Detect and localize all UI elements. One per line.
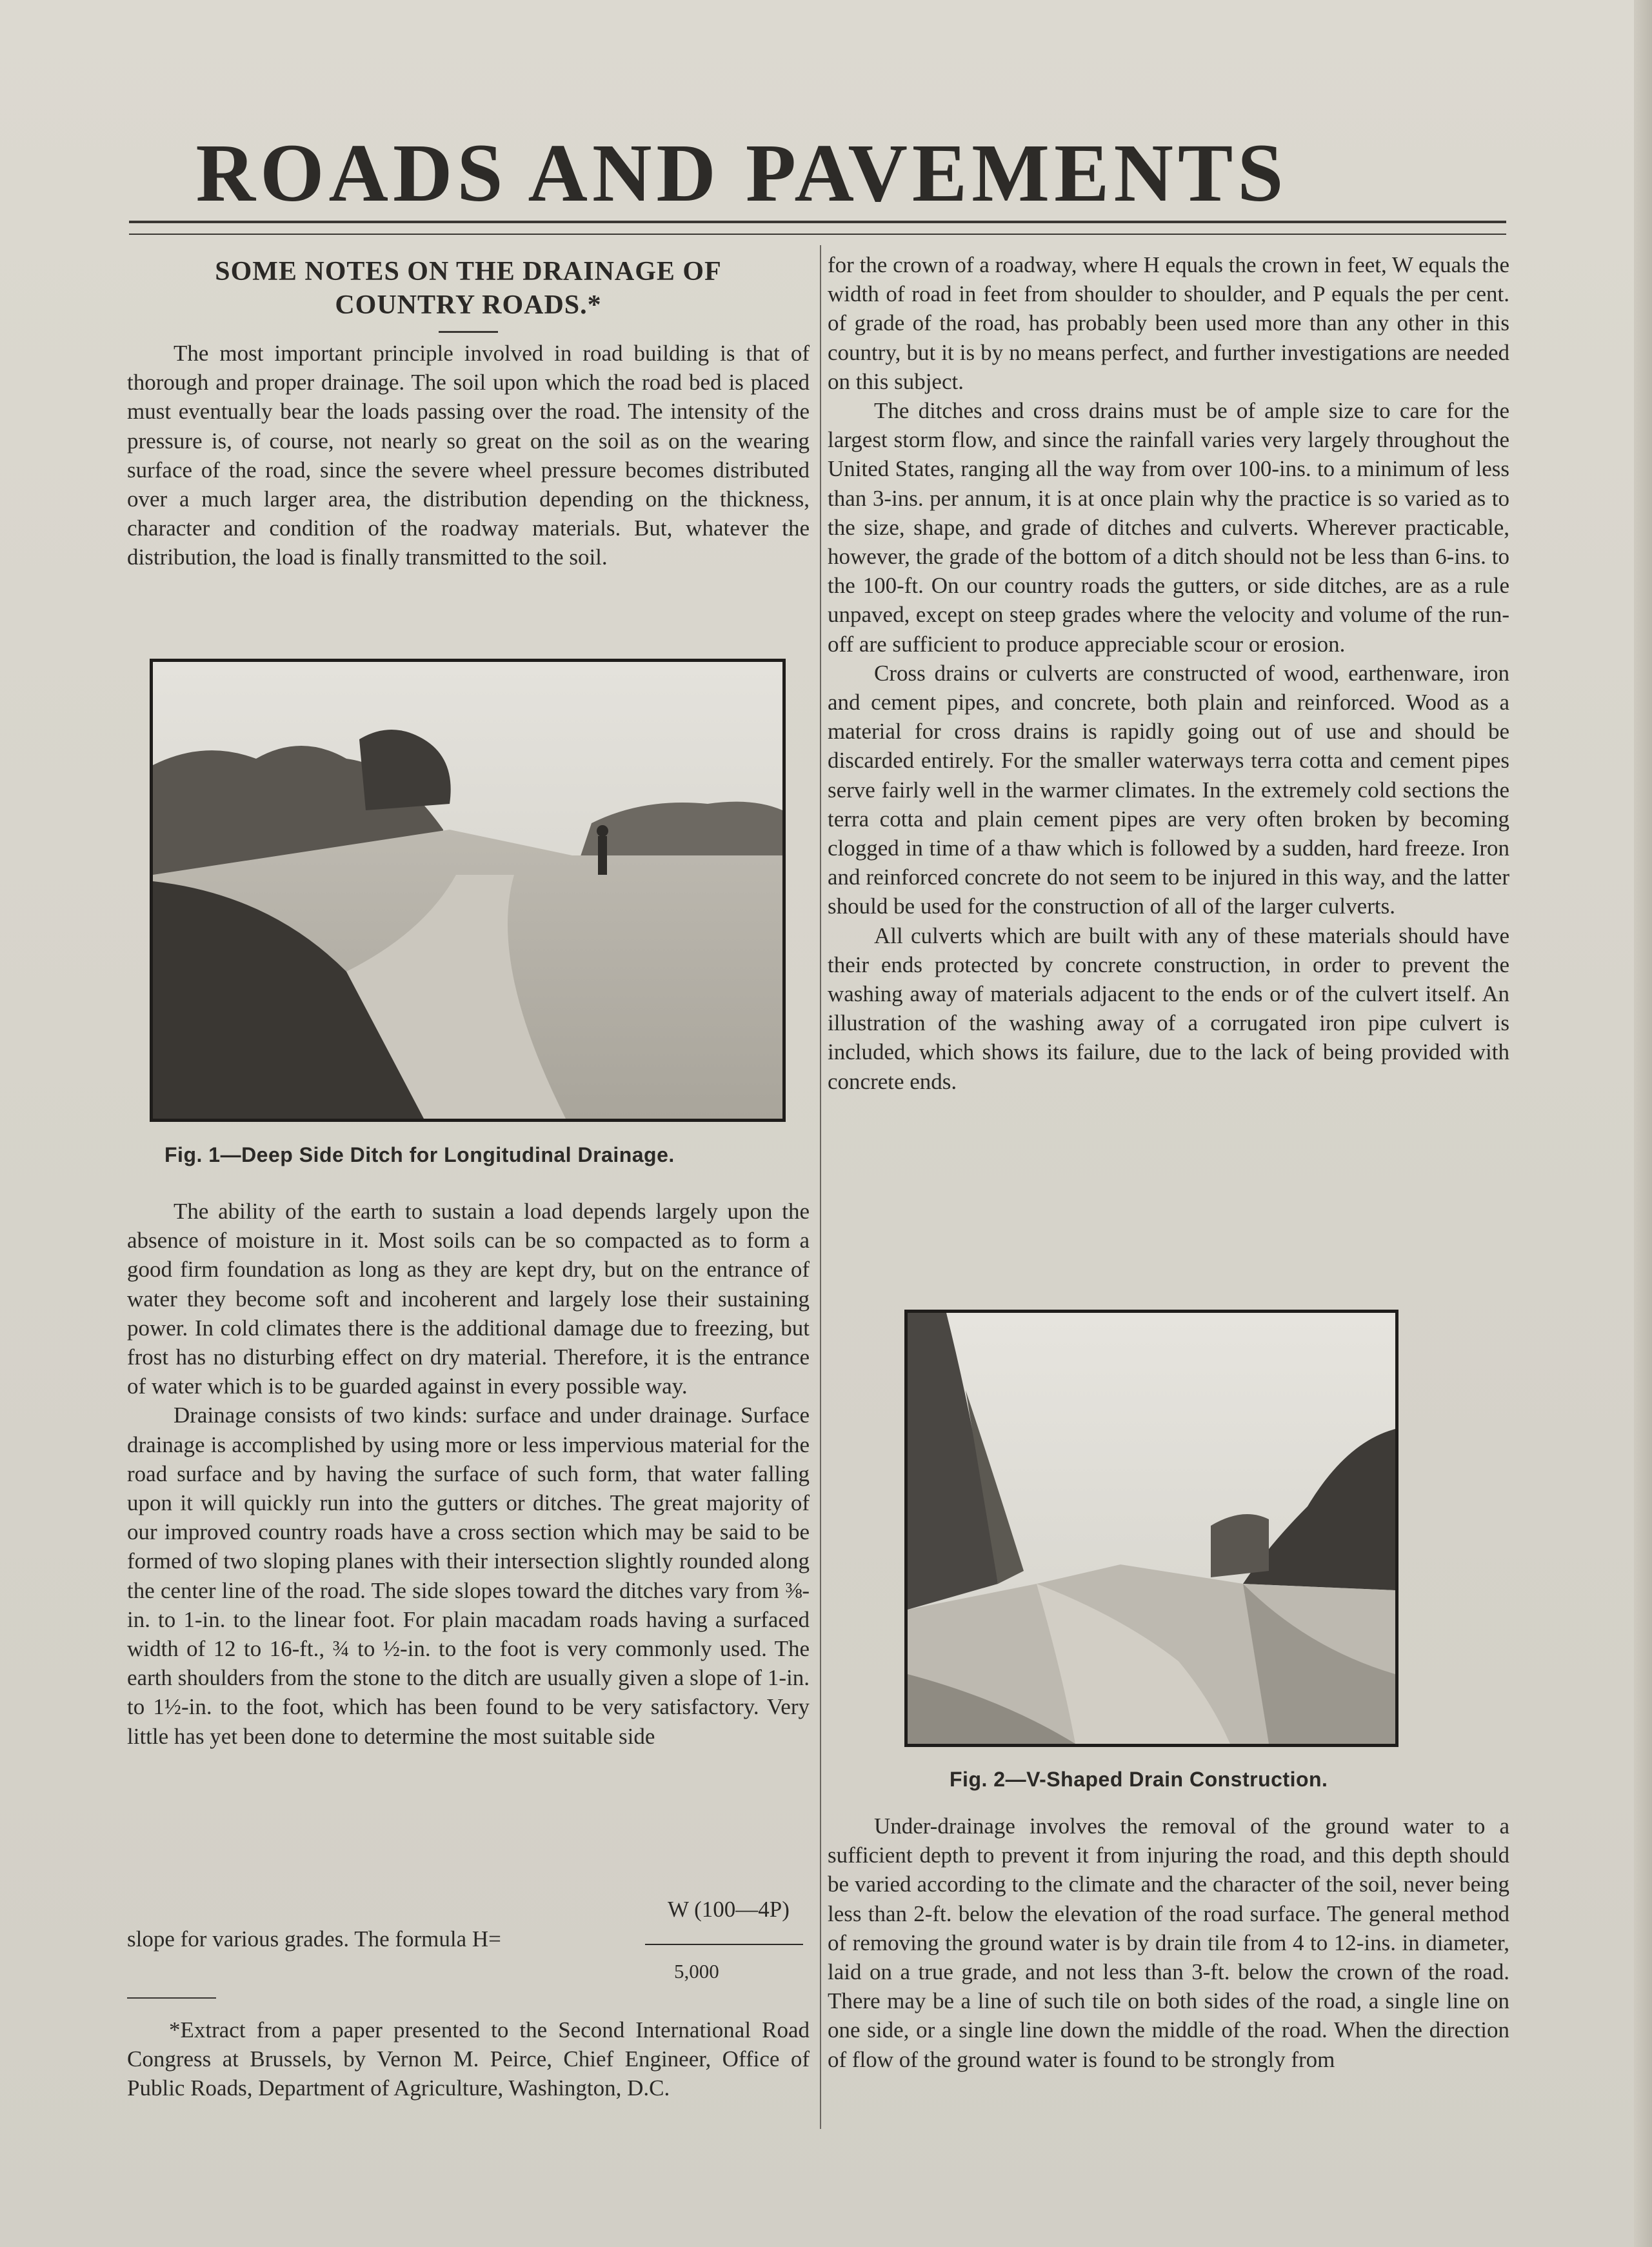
article-title — [127, 255, 810, 322]
footnote-rule — [127, 1997, 216, 1999]
column-divider — [820, 245, 821, 2129]
page-edge — [1634, 0, 1652, 2247]
masthead-rule — [129, 221, 1506, 235]
paragraph: The ability of the earth to sustain a load depends largely upon the absence of moisture in it. Most soils can be so compacted as to form a good firm foundation as long as they are kept dry, but on the entrance of water they become soft and incoherent and largely lose their sustaining power. In cold climates there is the additional damage due to freezing, but frost has no disturbing effect on dry material. Therefore, it is the entrance of water which is to be guarded against in every possible way. — [127, 1199, 810, 1399]
figure-1-photo — [150, 659, 786, 1122]
column-2-bottom-text — [828, 1812, 1509, 2074]
column-1-top-text — [127, 339, 810, 572]
article-title-line2: COUNTRY ROADS.* — [335, 290, 602, 320]
formula-denominator: 5,000 — [674, 1960, 719, 1982]
section-masthead: ROADS AND PAVEMENTS — [195, 127, 1288, 219]
paragraph: The most important principle involved in road building is that of thorough and proper drainage. The soil upon which the road bed is placed must eventually bear the loads passing over the road. The intensity of the pressure is, of course, not nearly so great on the soil as on the wearing surface of the road, since the severe wheel pressure becomes distributed over a much larger area, the distribution depending on the thickness, character and condition of the roadway materials. But, whatever the distribution, the load is finally transmitted to the soil. — [127, 341, 810, 570]
article-title-line1: SOME NOTES ON THE DRAINAGE OF — [215, 257, 722, 286]
title-rule — [439, 331, 498, 333]
footnote — [127, 2015, 810, 2102]
paragraph: for the crown of a roadway, where H equals the crown in feet, W equals the width of road in feet from shoulder to shoulder, and P equals the per cent. of grade of the road, has probably been used more than any other in this country, but it is by no means perfect, and further investigations are needed on this subject. — [828, 252, 1509, 394]
road-ditch-photo — [153, 662, 782, 1119]
formula-fraction-bar — [645, 1944, 803, 1945]
paragraph: Under-drainage involves the removal of the ground water to a sufficient depth to prevent it from injuring the road, and this depth should be varied according to the climate and the character of the soil, never being less than 2-ft. below the elevation of the road surface. The general method of removing the ground water is by drain tile from 4 to 12-ins. in diameter, laid on a true grade, and not less than 3-ft. below the crown of the road. There may be a line of such tile on both sides of the road, a single line on one side, or a single line down the middle of the road. When the direction of flow of the ground water is found to be strongly from — [828, 1813, 1509, 2072]
figure-1-caption: Fig. 1—Deep Side Ditch for Longitudinal Drainage. — [164, 1143, 675, 1166]
paragraph: All culverts which are built with any of these materials should have their ends protected by concrete construction, in order to prevent the washing away of materials adjacent to the ends or of the culvert itself. An illustration of the washing away of a corrugated iron pipe culvert is included, which shows its failure, due to the lack of being provided with concrete ends. — [828, 923, 1509, 1094]
column-2-top-text — [828, 250, 1509, 1096]
v-drain-photo — [908, 1313, 1395, 1744]
column-1-bottom-text — [127, 1197, 810, 1751]
formula-numerator: W (100—4P) — [668, 1897, 790, 1922]
paragraph: Drainage consists of two kinds: surface and under drainage. Surface drainage is accomplished by using more or less impervious material for the road surface and by having the surface of such form, that water falling upon it will quickly run into the gutters or ditches. The great majority of our improved country roads have a cross section which may be said to be formed of two sloping planes with their intersection slightly rounded along the center line of the road. The side slopes toward the ditches vary from ⅜-in. to 1-in. to the linear foot. For plain macadam roads having a surfaced width of 12 to 16-ft., ¾ to ½-in. to the foot is very commonly used. The earth shoulders from the stone to the ditch are usually given a slope of 1-in. to 1½-in. to the foot, which has been found to be very satisfactory. Very little has yet been done to determine the most suitable side — [127, 1403, 810, 1749]
paragraph: The ditches and cross drains must be of ample size to care for the largest storm flow, and since the rainfall varies very largely throughout the United States, ranging all the way from over 100-ins. to a minimum of less than 3-ins. per annum, it is at once plain why the practice is so varied as to the size, shape, and grade of ditches and culverts. Wherever practicable, however, the grade of the bottom of a ditch should not be less than 6-ins. to the 100-ft. On our country roads the gutters, or side ditches, are as a rule unpaved, except on steep grades where the velocity and volume of the run-off are sufficient to produce appreciable scour or erosion. — [828, 398, 1509, 657]
formula-label: slope for various grades. The formula H= — [127, 1926, 501, 1952]
figure-2-photo — [904, 1310, 1398, 1747]
figure-2-caption: Fig. 2—V-Shaped Drain Construction. — [950, 1768, 1328, 1791]
footnote-text: *Extract from a paper presented to the Second International Road Congress at Brussels, by Vernon M. Peirce, Chief Engineer, Office of Public Roads, Department of Agriculture, Washington, D.C. — [127, 2017, 810, 2101]
paragraph: Cross drains or culverts are constructed of wood, earthenware, iron and cement pipes, and concrete, both plain and reinforced. Wood as a material for cross drains is rapidly going out of use and should be discarded entirely. For the smaller waterways terra cotta and cement pipes serve fairly well in the warmer climates. In the extremely cold sections the terra cotta and plain cement pipes are very often broken by becoming clogged in time of a thaw which is followed by a sudden, hard freeze. Iron and reinforced concrete do not seem to be injured in this way, and the latter should be used for the construction of all of the larger culverts. — [828, 660, 1509, 919]
